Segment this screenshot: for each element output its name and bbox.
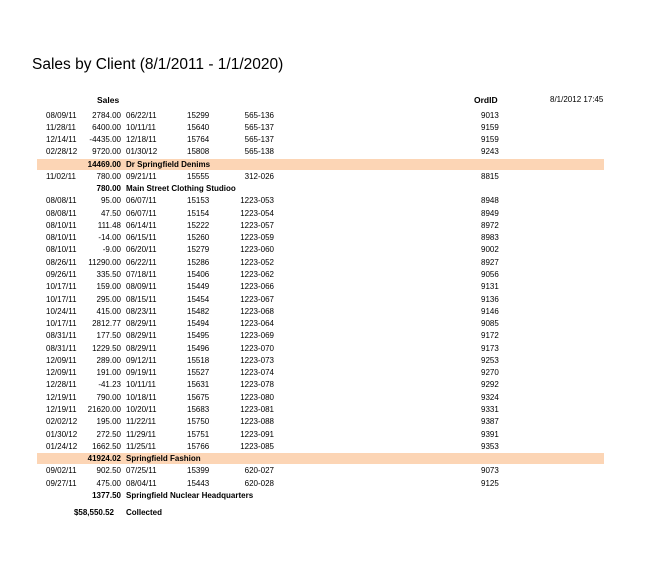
table-row	[0, 232, 645, 244]
order-date: 06/22/11	[126, 257, 157, 267]
sales-amount: 47.50	[100, 208, 121, 218]
order-date: 07/18/11	[126, 270, 157, 279]
order-id: 9146	[481, 306, 499, 316]
order-date: 09/21/11	[126, 171, 157, 181]
table-row	[0, 195, 645, 207]
subtotal-amount: 1377.50	[92, 490, 121, 500]
order-date: 12/18/11	[126, 135, 157, 145]
order-id: 9324	[481, 392, 499, 402]
order-date: 11/22/11	[126, 417, 156, 427]
invoice-number: 15443	[187, 478, 210, 488]
sales-amount: 95.00	[100, 196, 121, 206]
sales-amount: 295.00	[96, 294, 121, 304]
order-id: 9172	[481, 331, 499, 341]
job-code: 312-026	[244, 171, 274, 181]
sales-amount: 159.00	[96, 282, 121, 292]
job-code: 1223-085	[240, 441, 274, 451]
table-row	[0, 416, 645, 428]
sales-amount: 272.50	[96, 429, 121, 439]
table-row	[0, 330, 645, 342]
client-name: Springfield Nuclear Headquarters	[126, 490, 254, 500]
job-code: 620-028	[244, 478, 274, 488]
order-id: 9136	[481, 294, 499, 304]
sales-amount: 177.50	[96, 331, 121, 341]
invoice-number: 15675	[187, 392, 210, 402]
order-date: 09/19/11	[126, 368, 157, 378]
sales-amount: 2784.00	[92, 110, 121, 120]
client-subtotal-row	[0, 183, 645, 195]
invoice-number: 15683	[187, 404, 210, 414]
job-code: 1223-053	[240, 196, 274, 206]
table-row	[0, 208, 645, 220]
table-row	[0, 429, 645, 441]
sales-amount: 335.50	[96, 270, 121, 279]
order-date: 06/07/11	[126, 208, 157, 218]
invoice-number: 15406	[187, 270, 210, 279]
grand-total-row	[0, 507, 645, 519]
order-date: 10/11/11	[126, 122, 156, 132]
invoice-number: 15482	[187, 306, 210, 316]
order-id: 9131	[481, 282, 499, 292]
sales-amount: 1662.50	[92, 441, 121, 451]
subtotal-highlight-band	[37, 453, 604, 464]
invoice-date: 08/08/11	[46, 196, 77, 206]
invoice-date: 08/10/11	[46, 220, 77, 230]
order-date: 01/30/12	[126, 147, 158, 157]
order-id: 9387	[481, 417, 499, 427]
invoice-date: 10/24/11	[46, 306, 77, 316]
job-code: 1223-060	[240, 245, 274, 255]
table-row	[0, 269, 645, 281]
table-row	[0, 244, 645, 256]
order-date: 06/20/11	[126, 245, 157, 255]
invoice-date: 01/24/12	[46, 441, 78, 451]
order-id: 9002	[481, 245, 499, 255]
sales-amount: 111.48	[97, 220, 121, 230]
table-row	[0, 220, 645, 232]
order-date: 06/14/11	[126, 220, 157, 230]
invoice-date: 12/19/11	[46, 392, 77, 402]
table-row	[0, 478, 645, 490]
order-id: 9353	[481, 441, 499, 451]
subtotal-amount: 41924.02	[87, 454, 121, 464]
table-row	[0, 343, 645, 355]
order-id: 8927	[481, 257, 499, 267]
invoice-date: 12/14/11	[46, 135, 77, 145]
invoice-number: 15808	[187, 147, 210, 157]
job-code: 1223-070	[240, 343, 274, 353]
sales-amount: 1229.50	[92, 343, 121, 353]
job-code: 1223-069	[240, 331, 274, 341]
grand-total-amount: $58,550.52	[73, 508, 114, 518]
invoice-date: 08/09/11	[46, 110, 77, 120]
job-code: 1223-054	[240, 208, 274, 218]
invoice-date: 11/02/11	[46, 171, 76, 181]
job-code: 1223-064	[240, 319, 274, 329]
order-id: 9056	[481, 270, 499, 279]
subtotal-amount: 14469.00	[87, 159, 121, 169]
order-date: 08/29/11	[126, 319, 157, 329]
invoice-date: 10/17/11	[46, 319, 77, 329]
invoice-number: 15154	[187, 208, 210, 218]
subtotal-amount: 780.00	[96, 184, 121, 194]
order-date: 08/15/11	[126, 294, 157, 304]
job-code: 1223-066	[240, 282, 274, 292]
grand-total-label: Collected	[126, 508, 163, 518]
order-id: 9013	[481, 110, 499, 120]
invoice-date: 08/08/11	[46, 208, 77, 218]
order-date: 06/07/11	[126, 196, 157, 206]
invoice-date: 08/10/11	[46, 245, 77, 255]
job-code: 1223-078	[240, 380, 274, 390]
invoice-date: 10/17/11	[46, 282, 77, 292]
report-run-timestamp: 8/1/2012 17:45	[550, 95, 604, 104]
invoice-number: 15286	[187, 257, 210, 267]
order-date: 11/25/11	[126, 441, 156, 451]
order-id: 9125	[481, 478, 499, 488]
job-code: 1223-057	[240, 220, 274, 230]
order-id: 8949	[481, 208, 499, 218]
job-code: 1223-062	[240, 270, 274, 279]
invoice-date: 12/19/11	[46, 404, 77, 414]
invoice-number: 15518	[187, 355, 210, 365]
invoice-date: 08/31/11	[46, 343, 77, 353]
invoice-number: 15764	[187, 135, 210, 145]
client-subtotal-row	[0, 490, 645, 502]
invoice-number: 15555	[187, 171, 210, 181]
invoice-number: 15750	[187, 417, 210, 427]
table-row	[0, 441, 645, 453]
sales-amount: 6400.00	[92, 122, 121, 132]
order-date: 08/09/11	[126, 282, 157, 292]
sales-amount: 9720.00	[92, 147, 121, 157]
sales-amount: -14.00	[98, 233, 121, 243]
job-code: 1223-081	[240, 404, 274, 414]
table-row	[0, 294, 645, 306]
report-title: Sales by Client (8/1/2011 - 1/1/2020)	[32, 56, 284, 73]
order-date: 08/23/11	[126, 306, 157, 316]
order-id: 9391	[481, 429, 499, 439]
sales-amount: 415.00	[96, 306, 121, 316]
table-row	[0, 355, 645, 367]
invoice-number: 15640	[187, 122, 210, 132]
invoice-date: 02/02/12	[46, 417, 78, 427]
client-subtotal-row	[0, 453, 645, 465]
invoice-number: 15153	[187, 196, 210, 206]
job-code: 565-138	[244, 147, 274, 157]
invoice-number: 15222	[187, 220, 210, 230]
order-id: 9085	[481, 319, 499, 329]
job-code: 565-137	[244, 122, 274, 132]
subtotal-highlight-band	[37, 159, 604, 170]
order-id: 9159	[481, 135, 499, 145]
client-name: Main Street Clothing Studioo	[126, 184, 236, 194]
job-code: 1223-091	[240, 429, 274, 439]
invoice-number: 15496	[187, 343, 210, 353]
invoice-date: 12/28/11	[46, 380, 77, 390]
sales-amount: -41.23	[98, 380, 121, 390]
job-code: 1223-088	[240, 417, 274, 427]
sales-amount: 780.00	[96, 171, 121, 181]
sales-amount: 11290.00	[88, 257, 121, 267]
order-id: 8948	[481, 196, 499, 206]
order-id: 9331	[481, 404, 499, 414]
invoice-date: 08/26/11	[46, 257, 77, 267]
order-date: 06/15/11	[126, 233, 157, 243]
table-row	[0, 379, 645, 391]
invoice-date: 09/02/11	[46, 466, 77, 476]
ordid-column-header: OrdID	[474, 95, 498, 105]
order-date: 06/22/11	[126, 110, 157, 120]
order-id: 9159	[481, 122, 499, 132]
order-date: 08/29/11	[126, 331, 157, 341]
job-code: 620-027	[244, 466, 274, 476]
table-row	[0, 367, 645, 379]
order-id: 9073	[481, 466, 499, 476]
order-id: 8815	[481, 171, 499, 181]
table-row	[0, 257, 645, 269]
job-code: 565-137	[244, 135, 274, 145]
order-date: 10/18/11	[126, 392, 157, 402]
invoice-date: 01/30/12	[46, 429, 78, 439]
invoice-number: 15260	[187, 233, 210, 243]
invoice-date: 10/17/11	[46, 294, 77, 304]
order-date: 10/20/11	[126, 404, 157, 414]
order-date: 09/12/11	[126, 355, 157, 365]
job-code: 1223-074	[240, 368, 274, 378]
invoice-number: 15299	[187, 110, 210, 120]
job-code: 1223-073	[240, 355, 274, 365]
invoice-date: 12/09/11	[46, 355, 77, 365]
sales-amount: 191.00	[96, 368, 121, 378]
table-row	[0, 392, 645, 404]
job-code: 1223-052	[240, 257, 274, 267]
table-row	[0, 171, 645, 183]
table-row	[0, 404, 645, 416]
invoice-number: 15399	[187, 466, 210, 476]
sales-amount: 475.00	[96, 478, 121, 488]
invoice-number: 15527	[187, 368, 210, 378]
invoice-number: 15449	[187, 282, 210, 292]
job-code: 565-136	[244, 110, 274, 120]
invoice-date: 11/28/11	[46, 122, 76, 132]
table-row	[0, 110, 645, 122]
table-row	[0, 306, 645, 318]
order-id: 8972	[481, 220, 499, 230]
sales-amount: -9.00	[102, 245, 121, 255]
table-row	[0, 122, 645, 134]
sales-amount: 902.50	[96, 466, 121, 476]
invoice-number: 15631	[187, 380, 210, 390]
order-date: 11/29/11	[126, 429, 156, 439]
order-date: 08/04/11	[126, 478, 157, 488]
invoice-date: 08/10/11	[46, 233, 77, 243]
order-id: 9173	[481, 343, 499, 353]
order-date: 10/11/11	[126, 380, 156, 390]
invoice-number: 15751	[187, 429, 210, 439]
order-id: 9270	[481, 368, 499, 378]
sales-amount: -4435.00	[89, 135, 121, 145]
table-row	[0, 134, 645, 146]
order-id: 9243	[481, 147, 499, 157]
client-subtotal-row	[0, 159, 645, 171]
job-code: 1223-059	[240, 233, 274, 243]
invoice-number: 15279	[187, 245, 210, 255]
invoice-number: 15495	[187, 331, 210, 341]
order-id: 8983	[481, 233, 499, 243]
table-row	[0, 281, 645, 293]
invoice-number: 15454	[187, 294, 210, 304]
client-name: Springfield Fashion	[126, 454, 201, 464]
sales-amount: 21620.00	[87, 404, 121, 414]
invoice-number: 15494	[187, 319, 210, 329]
client-name: Dr Springfield Denims	[126, 159, 211, 169]
order-date: 08/29/11	[126, 343, 157, 353]
table-row	[0, 465, 645, 477]
invoice-number: 15766	[187, 441, 210, 451]
invoice-date: 12/09/11	[46, 368, 77, 378]
invoice-date: 08/31/11	[46, 331, 77, 341]
sales-amount: 790.00	[96, 392, 121, 402]
sales-amount: 2812.77	[92, 319, 121, 329]
order-date: 07/25/11	[126, 466, 157, 476]
invoice-date: 09/26/11	[46, 270, 77, 279]
order-id: 9292	[481, 380, 499, 390]
sales-column-header: Sales	[97, 95, 120, 105]
table-row	[0, 146, 645, 158]
job-code: 1223-067	[240, 294, 274, 304]
table-row	[0, 318, 645, 330]
invoice-date: 02/28/12	[46, 147, 78, 157]
sales-amount: 289.00	[96, 355, 121, 365]
sales-amount: 195.00	[96, 417, 121, 427]
invoice-date: 09/27/11	[46, 478, 77, 488]
order-id: 9253	[481, 355, 499, 365]
job-code: 1223-080	[240, 392, 274, 402]
job-code: 1223-068	[240, 306, 274, 316]
